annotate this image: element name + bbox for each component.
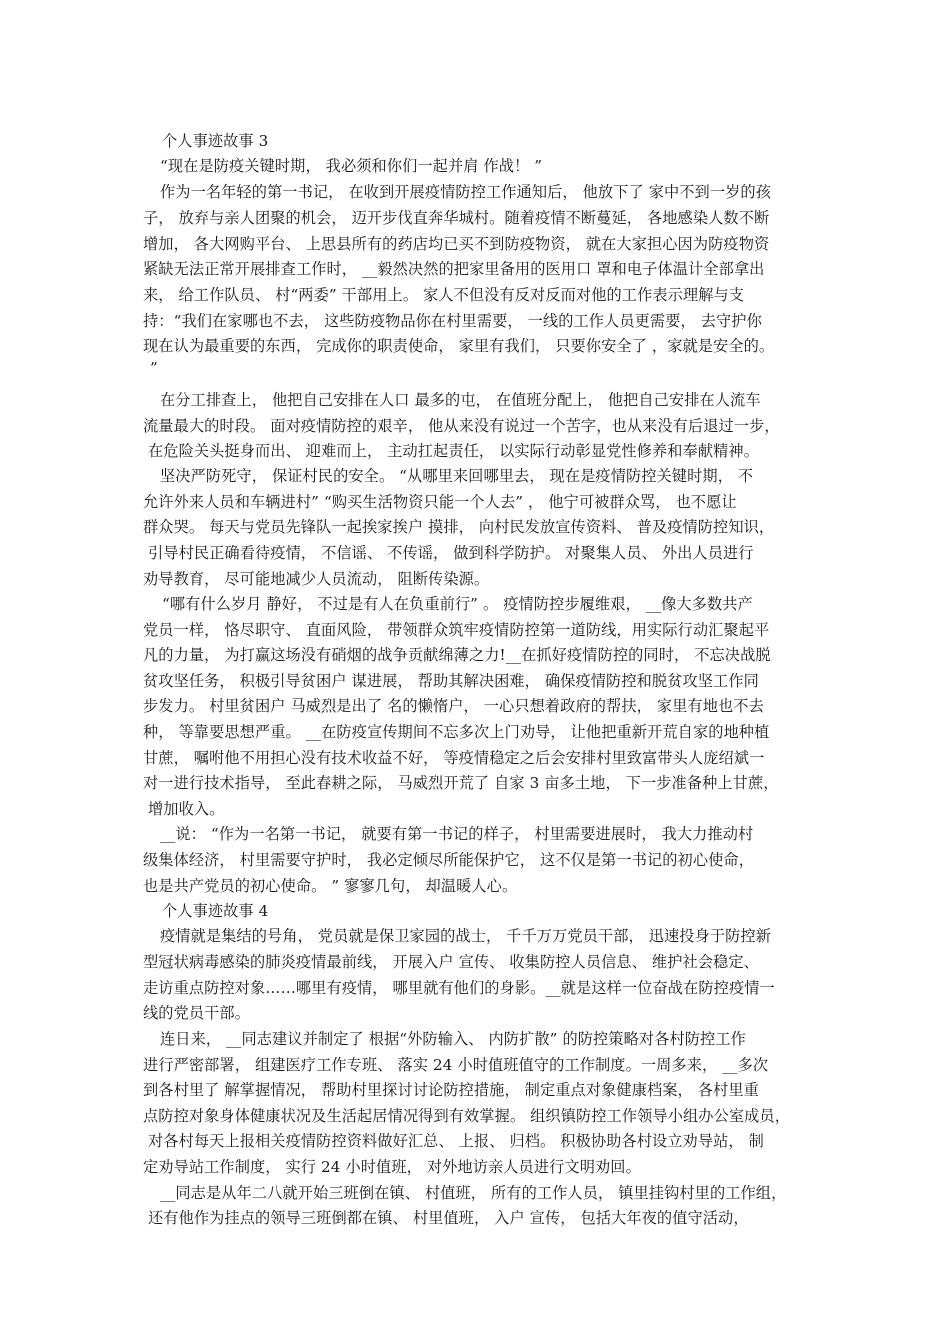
text-line: 坚决严防死守， 保证村民的安全。 “从哪里来回哪里去， 现在是疫情防控关键时期， 不	[160, 467, 754, 485]
text-line: “哪有什么岁月 静好， 不过是有人在负重前行” 。 疫情防控步履维艰， __像大多数共产	[162, 595, 753, 613]
text-line: 引导村民正确看待疫情， 不信谣、 不传谣， 做到科学防护。 对聚集人员、 外出人员进行	[148, 544, 754, 562]
text-line: 群众哭。 每天与党员先锋队一起挨家挨户 摸排， 向村民发放宣传资料、 普及疫情防控知识，	[143, 518, 775, 536]
text-line: 凡的力量， 为打赢这场没有硝烟的战争贡献绵薄之力!__在抓好疫情防控的同时， 不忘决战脱	[143, 646, 771, 664]
text-line: 种， 等靠要思想严重。 __在防疫宣传期间不忘多次上门劝导， 让他把重新开荒自家的地种植	[143, 723, 770, 741]
text-line: 作为一名年轻的第一书记， 在收到开展疫情防控工作通知后， 他放下了 家中不到一岁的孩	[160, 183, 771, 201]
text-line: 持：“我们在家哪也不去， 这些防疫物品你在村里需要， 一线的工作人员更需要， 去守护你	[143, 312, 762, 330]
text-line: 增加收入。	[148, 800, 225, 818]
text-line: 子， 放弃与亲人团聚的机会， 迈开步伐直奔华城村。随着疫情不断蔓延， 各地感染人数不断	[143, 209, 770, 227]
text-line: 走访重点防控对象……哪里有疫情， 哪里就有他们的身影。__就是这样一位奋战在防控疫情一	[143, 979, 775, 997]
text-line: 允许外来人员和车辆进村” “购买生活物资只能一个人去” ， 他宁可被群众骂， 也不愿让	[143, 493, 737, 511]
text-line: 在分工排查上， 他把自己安排在人口 最多的屯， 在值班分配上， 他把自己安排在人流车	[160, 391, 761, 409]
text-line: 对各村每天上报相关疫情防控资料做好汇总、 上报、 归档。 积极协助各村设立劝导站， 制	[148, 1132, 764, 1150]
text-line: 还有他作为挂点的领导三班倒都在镇、 村里值班， 入户 宣传， 包括大年夜的值守活动，	[148, 1209, 749, 1227]
text-line: 疫情就是集结的号角， 党员就是保卫家园的战士， 千千万万党员干部， 迅速投身于防控新	[160, 927, 771, 945]
text-line: 定劝导站工作制度， 实行 24 小时值班， 对外地访亲人员进行文明劝回。	[143, 1158, 641, 1176]
text-line: 贫攻坚任务， 积极引导贫困户 谋进展， 帮助其解决困难， 确保疫情防控和脱贫攻坚工作同	[143, 672, 759, 690]
text-line: 增加， 各大网购平台、 上思县所有的药店均已买不到防疫物资， 就在大家担心因为防疫物资	[143, 235, 770, 253]
text-line: 连日来， __同志建议并制定了 根据“外防输入、 内防扩散” 的防控策略对各村防控工作	[160, 1030, 746, 1048]
text-line: 也是共产党员的初心使命。 ” 寥寥几句， 却温暖人心。	[143, 877, 518, 895]
text-line: 对一进行技术指导， 至此春耕之际， 马威烈开荒了 自家 3 亩多土地， 下一步准备种上甘蔗，	[143, 774, 779, 792]
text-line: 劝导教育， 尽可能地减少人员流动， 阻断传染源。	[143, 570, 490, 588]
text-line: __说： “作为一名第一书记， 就要有第一书记的样子， 村里需要进展时， 我大力推动村	[160, 825, 754, 843]
section-heading: 个人事迹故事 3	[162, 132, 269, 150]
section-heading: 个人事迹故事 4	[162, 902, 269, 920]
text-line: 型冠状病毒感染的肺炎疫情最前线， 开展入户 宣传、 收集防控人员信息、 维护社会稳定、	[143, 953, 759, 971]
text-line: 甘蔗， 嘱咐他不用担心没有技术收益不好， 等疫情稳定之后会安排村里致富带头人庞绍斌一	[143, 749, 765, 767]
text-line: 流量最大的时段。 面对疫情防控的艰辛， 他从来没有说过一个苦字，也从来没有后退过一步，	[143, 417, 780, 435]
text-line: 现在认为最重要的东西， 完成你的职责使命， 家里有我们， 只要你安全了 ，家就是安全的。	[143, 337, 775, 355]
text-line: 在危险关头挺身而出、 迎难而上， 主动扛起责任， 以实际行动彰显党性修养和奉献精神。	[148, 442, 759, 460]
text-line: 线的党员干部。	[143, 1004, 251, 1022]
text-line: “现在是防疫关键时期， 我必须和你们一起并肩 作战！ ”	[160, 157, 543, 175]
text-line: 点防控对象身体健康状况及生活起居情况得到有效掌握。 组织镇防控工作领导小组办公室成员，	[143, 1107, 791, 1125]
text-line: 进行严密部署， 组建医疗工作专班、 落实 24 小时值班值守的工作制度。一周多来， __多次	[143, 1056, 769, 1074]
text-line: 级集体经济， 村里需要守护时， 我必定倾尽所能保护它， 这不仅是第一书记的初心使命，	[143, 851, 754, 869]
text-line: 来， 给工作队员、 村“两委” 干部用上。 家人不但没有反对反而对他的工作表示理解与支	[143, 286, 745, 304]
text-line: 紧缺无法正常开展排查工作时， __毅然决然的把家里备用的医用口 罩和电子体温计全部拿出	[143, 260, 765, 278]
text-line: 到各村里了 解掌握情况， 帮助村里探讨讨论防控措施， 制定重点对象健康档案， 各村里重	[143, 1081, 759, 1099]
text-line: ”	[150, 359, 158, 377]
text-line: 党员一样， 恪尽职守、 直面风险， 带领群众筑牢疫情防控第一道防线，用实际行动汇聚起平	[143, 621, 770, 639]
text-line: 步发力。 村里贫困户 马威烈是出了 名的懒惰户， 一心只想着政府的帮扶， 家里有地也不去	[143, 697, 764, 715]
text-line: __同志是从年二八就开始三班倒在镇、 村值班， 所有的工作人员， 镇里挂钩村里的工作组，	[160, 1184, 787, 1202]
